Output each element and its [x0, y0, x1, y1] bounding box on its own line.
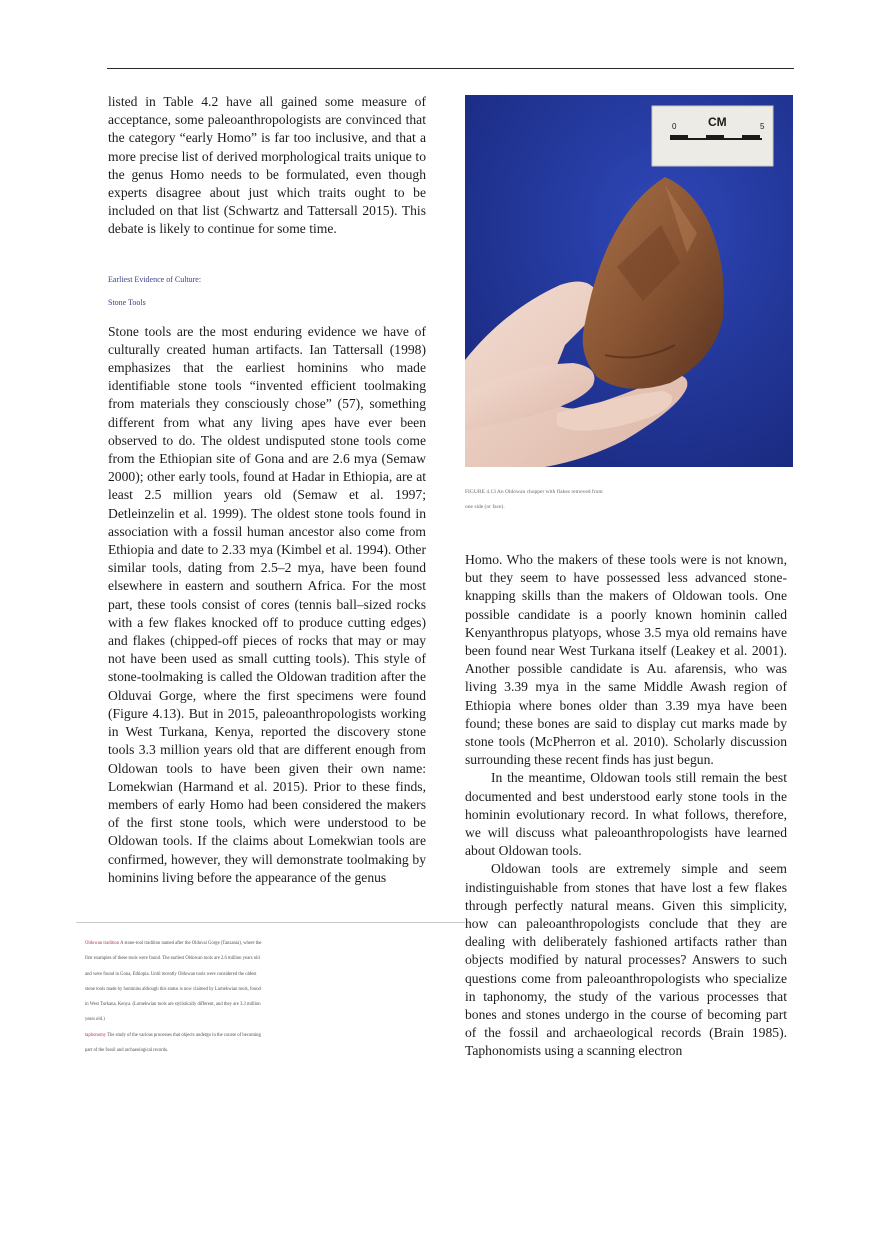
glossary-entry-oldowan	[85, 936, 265, 1028]
scale-label-end: 5	[760, 122, 765, 131]
stone-tools-paragraph: Stone tools are the most enduring evidence we have of culturally created human artifacts. Ian Tattersall (1998) emphasizes that the earliest hominins who made identifiable stone tools “invented efficient toolmaking from materials they consciously chose” (57), something different from what any living apes have ever been observed to do. The oldest undisputed stone tools come from the Ethiopian site of Gona and are 2.6 mya (Semaw 2000); other early tools, found at Hadar in Ethiopia, are at least 2.5 million years old (Semaw et al. 1997; Detleinzelin et al. 1999). The oldest stone tools found in association with a fossil human ancestor also come from Ethiopia and date to 2.33 mya (Kimbel et al. 1994). Other similar tools, dating from 2.5–2 mya, have been found elsewhere in eastern and southern Africa. For the most part, these tools consist of cores (tennis ball–sized rocks with a few flakes knocked off to produce cutting edges) and flakes (chipped-off pieces of rocks that may or may not have been used as small cutting tools). This style of stone-toolmaking is called the Oldowan tradition after the Olduvai Gorge, where the first specimens were found (Figure 4.13). But in 2015, paleoanthropologists working in West Turkana, Kenya, reported the discovery stone tools 3.3 million years old that are different enough from Oldowan tools to have been given their own name: Lomekwian (Harmand et al. 2015). Prior to these finds, members of early Homo had been considered the makers of the first stone tools, which were understood to be Oldowan tools. If the claims about Lomekwian tools are confirmed, however, they will demonstrate toolmaking by hominins living before the appearance of the genus	[108, 323, 426, 885]
chopper-photo-illustration	[465, 95, 793, 467]
caption-line2: one side (or face).	[465, 504, 505, 510]
right-paragraph-2: In the meantime, Oldowan tools still remain the best documented and best understood early stone tools in the hominin evolutionary record. In what follows, therefore, we will discuss what paleoanthropologists have learned about Oldowan tools.	[465, 770, 787, 859]
glossary-term-taphonomy: taphonomy	[85, 1032, 107, 1038]
glossary-definition-oldowan: A stone-tool tradition named after the Olduvai Gorge (Tanzania), where the first examples of these tools were found. The earliest Oldowan tools are 2.6 million years old and were found in Gona, Ethiopia. Until recently Oldowan tools were considered the oldest stone tools made by hominins although this status is now claimed by Lomekwian tools, found in West Turkana, Kenya. (Lomekwian tools are stylistically different, and they are 3.3 million years old.)	[85, 941, 262, 1023]
right-paragraph-1: Homo. Who the makers of these tools were is not known, but they seem to have possessed less advanced stone-knapping skills than the makers of Oldowan tools. One possible candidate is a poorly known hominin called Kenyanthropus platyops, whose 3.5 mya old remains have been found near West Turkana itself (Leakey et al. 2001). Another possible candidate is Au. afarensis, who was living 3.39 mya in the same Middle Awash region of Ethiopia where bones older than 3.39 mya have been found; these bones are said to display cut marks made by stone tools (McPherron et al. 2010). Scholarly discussion surrounding these recent finds has just begun.	[465, 552, 787, 768]
glossary-divider	[76, 922, 465, 923]
page-header-rule	[107, 68, 794, 69]
glossary-definition-taphonomy: The study of the various processes that objects undergo in the course of becoming part of the fossil and archaeological records.	[85, 1032, 261, 1054]
section-heading-line2: Stone Tools	[108, 297, 146, 307]
left-column	[108, 93, 426, 887]
right-paragraph-3: Oldowan tools are extremely simple and seem indistinguishable from stones that have lost a few flakes through perfectly natural means. Given this simplicity, how can paleoanthropologists conclude that they are dealing with deliberately fashioned artifacts rather than objects modified by natural processes? Answers to such questions come from paleoanthropologists who specialize in taphonomy, the study of the various processes that bones and stones undergo in the course of becoming part of the fossil and archaeological records (Brain 1985). Taphonomists using a scanning electron	[465, 861, 787, 1059]
scale-label-unit: CM	[708, 115, 727, 129]
glossary-entry-taphonomy	[85, 1028, 265, 1059]
intro-paragraph: listed in Table 4.2 have all gained some measure of acceptance, some paleoanthropologists are convinced that the category “early Homo” is far too inclusive, and that a more precise list of derived morphological traits unique to the genus Homo needs to be formulated, even though experts disagree about just which traits ought to be included on that list (Schwartz and Tattersall 2015). This debate is likely to continue for some time.	[108, 94, 426, 237]
glossary-term-oldowan-tradition: Oldowan tradition	[85, 941, 120, 946]
margin-glossary	[85, 936, 265, 1058]
right-column	[465, 551, 787, 1061]
section-heading-line1: Earliest Evidence of Culture:	[108, 274, 202, 284]
scale-label-start: 0	[672, 122, 677, 131]
caption-line1: FIGURE 4.13 An Oldowan chopper with flakes removed from	[465, 489, 603, 495]
figure-caption	[465, 485, 695, 515]
figure-oldowan-chopper-photo	[465, 95, 793, 467]
